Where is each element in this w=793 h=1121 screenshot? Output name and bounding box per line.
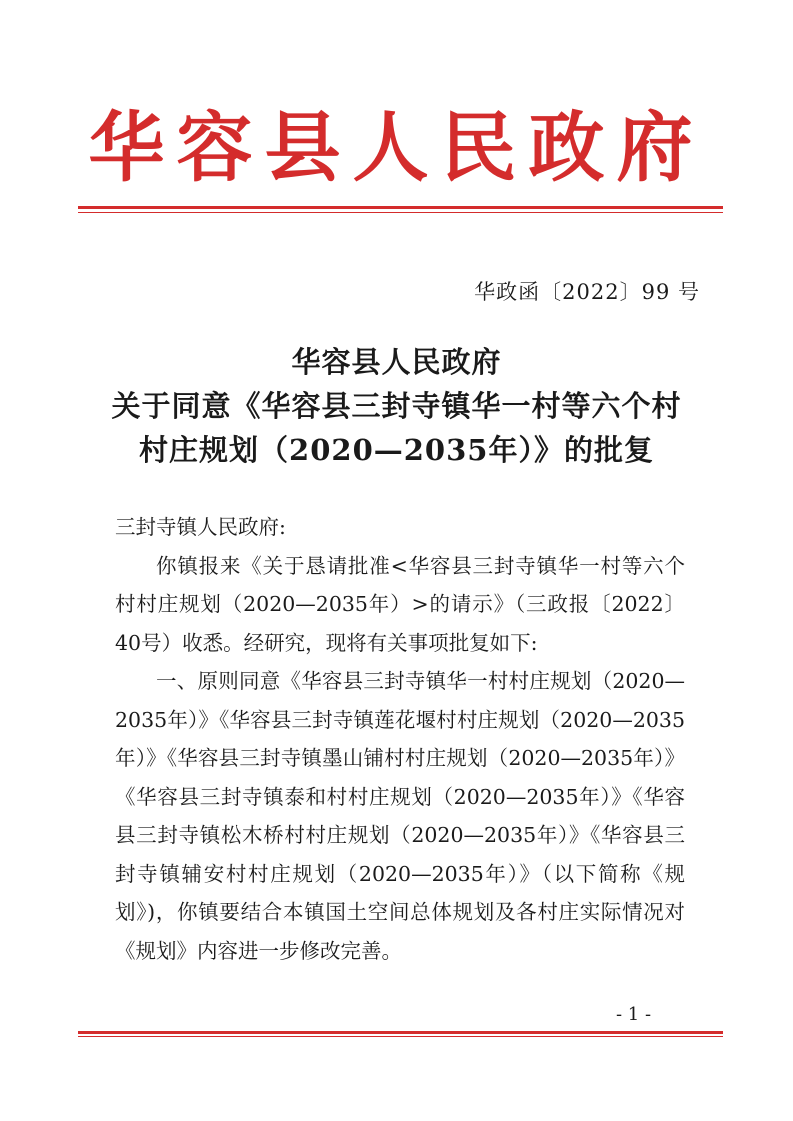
footer-red-rule-thin: [78, 1036, 723, 1037]
document-body: [115, 508, 685, 970]
salutation: 三封寺镇人民政府:: [115, 515, 286, 539]
masthead-org-name: 华容县人民政府: [88, 103, 705, 192]
title-line-3: 村庄规划（2020—2035年）》的批复: [139, 433, 654, 467]
title-line-2: 关于同意《华容县三封寺镇华一村等六个村: [111, 389, 682, 423]
document-number: 华政函〔2022〕99 号: [474, 280, 700, 304]
header-red-rule-thin: [78, 212, 723, 213]
paragraph-2: 一、原则同意《华容县三封寺镇华一村村庄规划（2020—2035年）》《华容县三封寺镇莲花堰村村庄规划（2020—2035年）》《华容县三封寺镇墨山铺村村庄规划（2020—2035年）》《华容县三封寺镇泰和村村庄规划（2020—2035年）》《华容县三封寺镇松木桥村村庄规划（2020—2035年）》《华容县三封寺镇辅安村村庄规划（2020—2035年）》（以下简称《规划》)，你镇要结合本镇国土空间总体规划及各村庄实际情况对《规划》内容进一步修改完善。: [115, 669, 685, 963]
document-title: [0, 340, 793, 472]
footer-red-rule: [78, 1031, 723, 1034]
header-red-rule: [78, 206, 723, 209]
page-number: - 1 -: [616, 1004, 652, 1025]
paragraph-1: 你镇报来《关于恳请批准<华容县三封寺镇华一村等六个村村庄规划（2020—2035年）>的请示》（三政报〔2022〕40号）收悉。经研究，现将有关事项批复如下:: [115, 553, 685, 655]
title-line-1: 华容县人民政府: [291, 345, 502, 379]
